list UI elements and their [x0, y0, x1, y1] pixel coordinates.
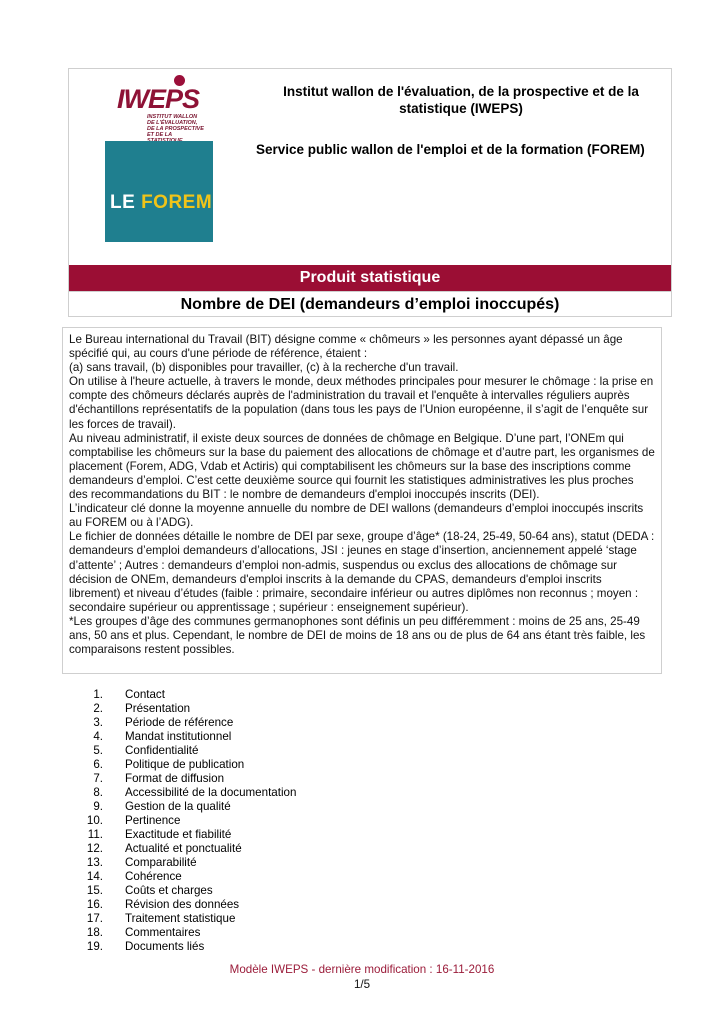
toc-number: 5.	[93, 744, 103, 757]
toc-label: Commentaires	[125, 926, 201, 939]
toc-item	[75, 926, 475, 940]
toc-item	[75, 800, 475, 814]
toc-number: 2.	[93, 702, 103, 715]
header-box	[68, 68, 672, 317]
table-of-contents	[75, 688, 475, 954]
toc-number: 14.	[86, 870, 103, 883]
toc-label: Politique de publication	[125, 758, 245, 771]
toc-number: 7.	[93, 772, 103, 785]
toc-item	[75, 772, 475, 786]
iweps-logo-subtitle	[147, 114, 207, 144]
toc-item	[75, 912, 475, 926]
toc-label: Actualité et ponctualité	[125, 842, 242, 855]
description-box	[62, 327, 662, 674]
toc-label: Gestion de la qualité	[125, 800, 231, 813]
toc-label: Contact	[125, 688, 165, 701]
toc-label: Mandat institutionnel	[125, 730, 232, 743]
description-paragraph: Le Bureau international du Travail (BIT) désigne comme « chômeurs » les personnes ayant dépassé un âge spécifié qui, au cours d'une période de référence, étaient :	[69, 333, 623, 361]
toc-number: 3.	[93, 716, 103, 729]
toc-item	[75, 786, 475, 800]
toc-item	[75, 814, 475, 828]
toc-label: Documents liés	[125, 940, 205, 953]
toc-number: 10.	[86, 814, 103, 827]
toc-item	[75, 842, 475, 856]
toc-number: 19.	[86, 940, 103, 953]
description-paragraph: L’indicateur clé donne la moyenne annuelle du nombre de DEI wallons (demandeurs d’emploi inoccupés inscrits au FOREM ou à l’ADG).	[69, 502, 644, 530]
header-top	[69, 69, 671, 265]
toc-item	[75, 856, 475, 870]
forem-logo	[105, 141, 213, 242]
toc-item	[75, 730, 475, 744]
description-paragraph: Au niveau administratif, il existe deux sources de données de chômage en Belgique. D’une part, l’ONEm qui comptabilise les chômeurs sur la base du paiement des allocations de chômage et d’autre part, les organismes de placement (Forem, ADG, Vdab et Actiris) qui comptabilisent les chômeurs sur la base des inscriptions comme demandeurs d’emploi. C’est cette deuxième source qui fournit les statistiques administratives les plus proches des recommandations du BIT : le nombre de demandeurs d'emploi inoccupés inscrits (DEI).	[69, 431, 655, 502]
toc-label: Révision des données	[125, 898, 240, 911]
toc-label: Exactitude et fiabilité	[125, 828, 232, 841]
toc-item	[75, 870, 475, 884]
toc-label: Traitement statistique	[125, 912, 236, 925]
description-paragraph: Le fichier de données détaille le nombre de DEI par sexe, groupe d’âge* (18-24, 25-49, 50-64 ans), statut (DEDA : demandeurs d’emploi demandeurs d’allocations, JSI : jeunes en stage d’insertion, anciennement appelé ‘stage d’attente’ ; Autres : demandeurs d’emploi non-admis, suspendus ou exclus des allocations de chômage sur décision de ONEm, demandeurs d'emploi inscrits à la demande du CPAS, demandeurs d'emploi inscrits librement) et niveau d’études (faible : primaire, secondaire inférieur ou autres diplômes non reconnus ; moyen : secondaire supérieur ou apprentissage ; supérieur : enseignement supérieur).	[69, 530, 655, 614]
toc-label: Présentation	[125, 702, 191, 715]
forem-logo-text	[110, 192, 212, 214]
toc-number: 1.	[93, 688, 103, 701]
page-number: 1/5	[353, 978, 371, 991]
toc-number: 4.	[93, 730, 103, 743]
toc-label: Comparabilité	[125, 856, 197, 869]
toc-number: 6.	[93, 758, 103, 771]
toc-number: 12.	[86, 842, 103, 855]
toc-number: 11.	[87, 828, 103, 841]
toc-label: Accessibilité de la documentation	[125, 786, 297, 799]
toc-item	[75, 688, 475, 702]
toc-label: Pertinence	[125, 814, 181, 827]
description-paragraph: (a) sans travail, (b) disponibles pour travailler, (c) à la recherche d'un travail.	[69, 361, 459, 375]
footer-text: Modèle IWEPS - dernière modification : 16-11-2016	[229, 963, 495, 976]
toc-number: 17.	[86, 912, 103, 925]
iweps-subtitle-line: ET DE LA	[147, 132, 172, 138]
product-label-bar: Produit statistique	[69, 265, 671, 291]
org-forem: Service public wallon de l'emploi et de la formation (FOREM)	[256, 142, 645, 157]
toc-item	[75, 828, 475, 842]
toc-number: 15.	[86, 884, 103, 897]
toc-item	[75, 702, 475, 716]
iweps-subtitle-line: DE L'ÉVALUATION,	[147, 120, 198, 126]
toc-label: Confidentialité	[125, 744, 199, 757]
iweps-logo-word	[117, 84, 199, 115]
toc-number: 18.	[86, 926, 103, 939]
product-title: Nombre de DEI (demandeurs d’emploi inoccupés)	[69, 291, 671, 317]
toc-label: Format de diffusion	[125, 772, 225, 785]
toc-item	[75, 744, 475, 758]
toc-number: 8.	[93, 786, 103, 799]
forem-logo-forem: FOREM	[141, 192, 213, 213]
toc-number: 13.	[86, 856, 103, 869]
toc-label: Cohérence	[125, 870, 182, 883]
toc-item	[75, 716, 475, 730]
toc-label: Coûts et charges	[125, 884, 213, 897]
iweps-logo-text: IWEPS	[117, 84, 200, 114]
toc-item	[75, 940, 475, 954]
toc-item	[75, 884, 475, 898]
toc-number: 16.	[86, 898, 103, 911]
iweps-subtitle-line: INSTITUT WALLON	[147, 114, 198, 120]
org-iweps: Institut wallon de l'évaluation, de la prospective et de la statistique (IWEPS)	[283, 84, 639, 116]
toc-item	[75, 898, 475, 912]
toc-item	[75, 758, 475, 772]
iweps-subtitle-line: DE LA PROSPECTIVE	[147, 126, 204, 132]
toc-label: Période de référence	[125, 716, 234, 729]
description-paragraph: *Les groupes d’âge des communes germanophones sont définis un peu différemment : moins de 25 ans, 25-49 ans, 50 ans et plus. Cependant, le nombre de DEI de moins de 18 ans ou de plus de 64 ans étant très faible, les comparaisons restent possibles.	[69, 614, 646, 657]
toc-number: 9.	[93, 800, 103, 813]
iweps-logo	[117, 72, 207, 136]
forem-logo-le: LE	[110, 192, 136, 213]
description-paragraph: On utilise à l'heure actuelle, à travers le monde, deux méthodes principales pour mesurer le chômage : la prise en compte des chômeurs déclarés auprès de l'administration du travail et l'enquête à intervalles réguliers auprès d'échantillons représentatifs de la population (dans tous les pays de l’Union européenne, il s’agit de l’enquête sur les forces de travail).	[69, 375, 654, 431]
